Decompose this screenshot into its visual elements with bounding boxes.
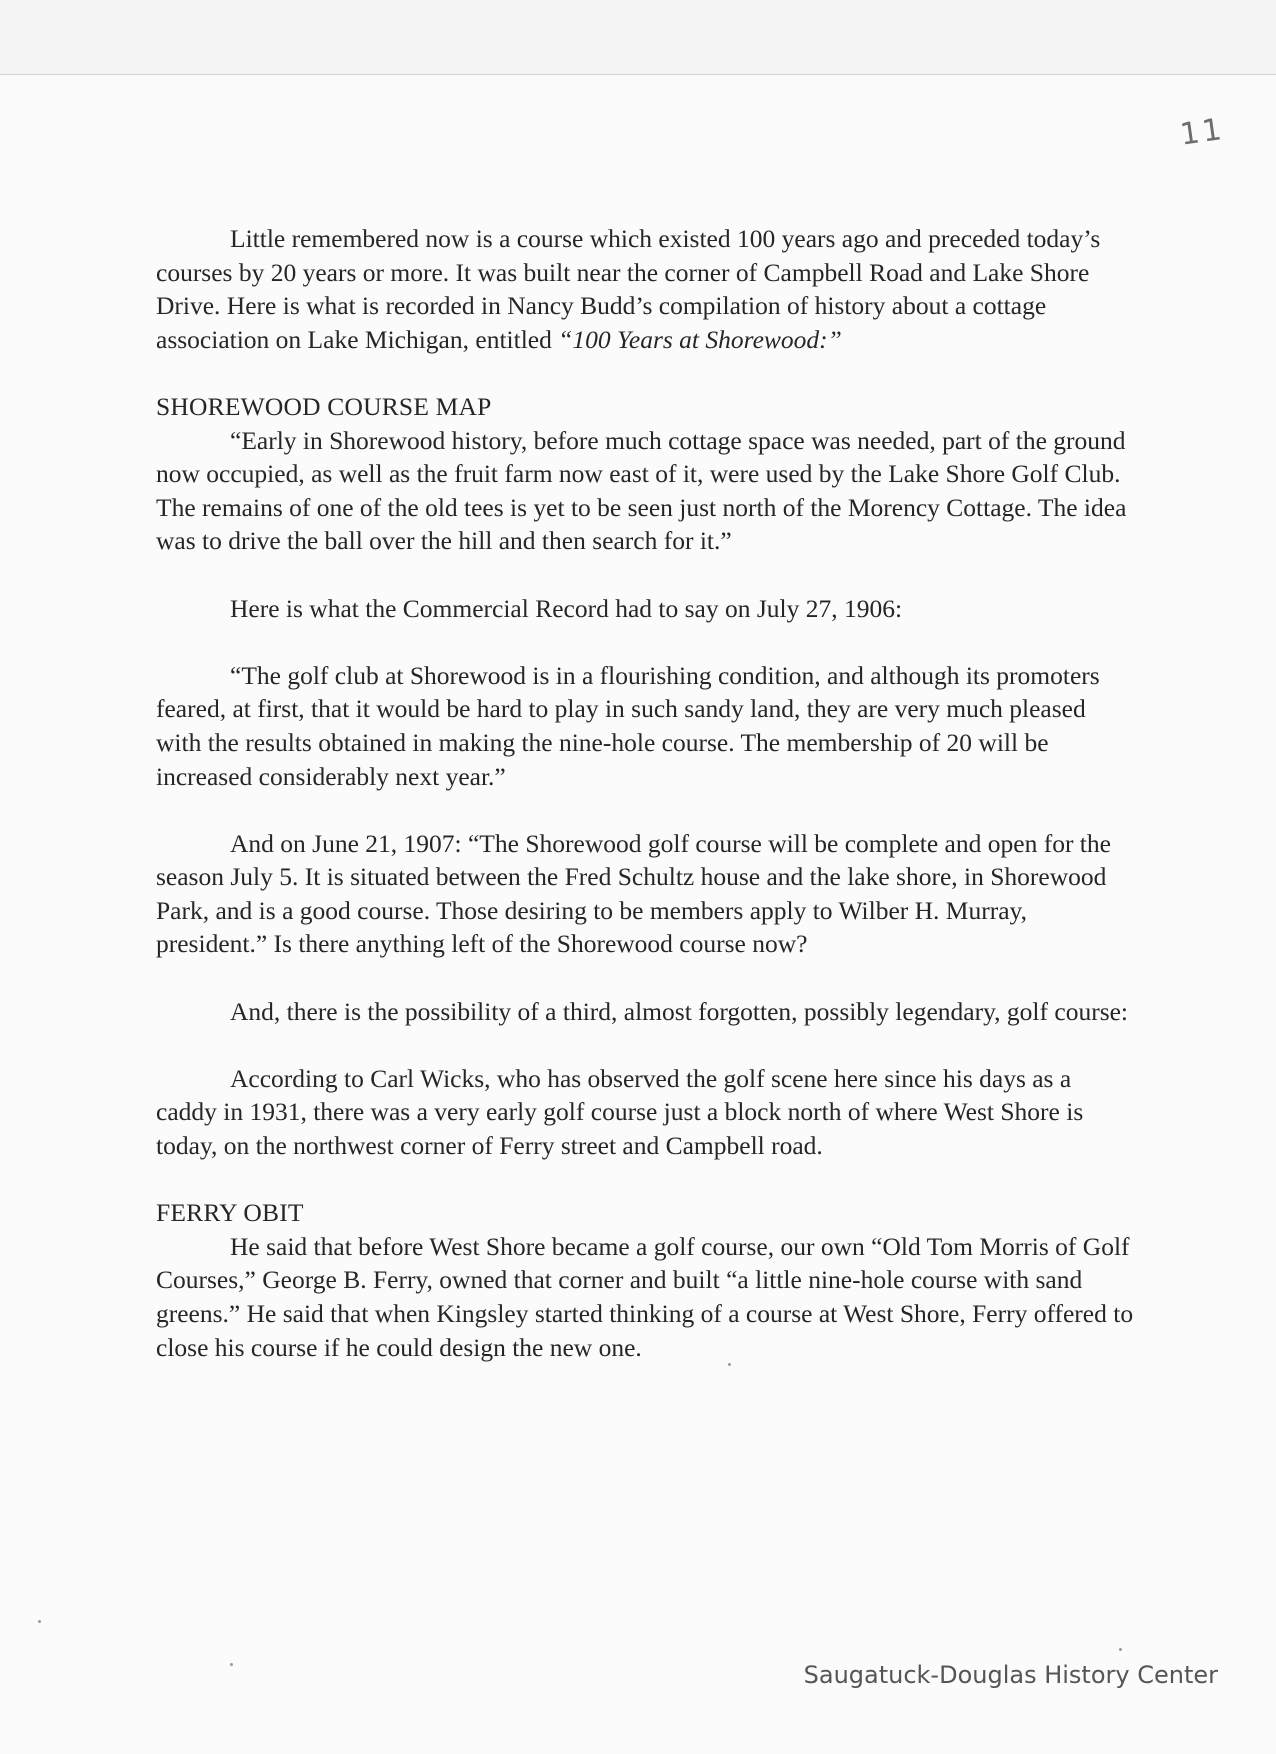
paragraph-gap <box>156 793 1136 827</box>
book-title: “100 Years at Shorewood:” <box>558 324 842 354</box>
section-heading-ferry: FERRY OBIT <box>156 1198 304 1228</box>
commercial-record-intro: Here is what the Commercial Record had to say on July 27, 1906: <box>230 593 903 623</box>
paragraph-gap <box>156 558 1136 592</box>
june-1907-paragraph: And on June 21, 1907: “The Shorewood golf course will be complete and open for the season July 5. It is situated between the Fred Schultz house and the lake shore, in Shorewood Park, and is a good course. Those desiring to be members apply to Wilber H. Murray, president.” Is there anything left of the Shorewood course now? <box>156 828 1111 959</box>
paragraph-gap <box>156 356 1136 390</box>
third-course-paragraph: And, there is the possibility of a third, almost forgotten, possibly legendary, golf course: <box>230 996 1129 1026</box>
intro-paragraph <box>156 222 1136 356</box>
page-number-mark: 11 <box>1178 111 1227 153</box>
paragraph-gap <box>156 1163 1136 1197</box>
paragraph-gap <box>156 1028 1136 1062</box>
intro-text: Little remembered now is a course which existed 100 years ago and preceded today’s courses by 20 years or more. It was built near the corner of Campbell Road and Lake Shore Drive. Here is what is recorded in Nancy Budd’s compilation of history about a cottage association on Lake Michigan, entitled <box>156 224 1101 354</box>
scan-speck <box>1119 1648 1122 1651</box>
archive-credit: Saugatuck-Douglas History Center <box>803 1661 1218 1689</box>
commercial-record-quote: “The golf club at Shorewood is in a flourishing condition, and although its promoters feared, at first, that it would be hard to play in such sandy land, they are very much pleased with the results obtained in making the nine-hole course. The membership of 20 will be increased considerably next year.” <box>156 660 1100 791</box>
ferry-obit-paragraph: He said that before West Shore became a golf course, our own “Old Tom Morris of Golf Courses,” George B. Ferry, owned that corner and built “a little nine-hole course with sand greens.” He said that when Kingsley started thinking of a course at West Shore, Ferry offered to close his course if he could design the new one. <box>156 1231 1134 1362</box>
scan-speck <box>230 1663 233 1666</box>
shorewood-history-quote: “Early in Shorewood history, before much cottage space was needed, part of the ground now occupied, as well as the fruit farm now east of it, were used by the Lake Shore Golf Club. The remains of one of the old tees is yet to be seen just north of the Morency Cottage. The idea was to drive the ball over the hill and then search for it.” <box>156 425 1127 556</box>
carl-wicks-paragraph: According to Carl Wicks, who has observed the golf scene here since his days as a caddy in 1931, there was a very early golf course just a block north of where West Shore is today, on the northwest corner of Ferry street and Campbell road. <box>156 1063 1084 1161</box>
scan-speck <box>38 1620 41 1623</box>
paragraph-gap <box>156 625 1136 659</box>
section-heading-shorewood: SHOREWOOD COURSE MAP <box>156 391 492 421</box>
scan-speck <box>728 1363 731 1366</box>
document-body <box>156 222 1136 1364</box>
scanner-top-edge <box>0 0 1276 75</box>
paragraph-gap <box>156 961 1136 995</box>
